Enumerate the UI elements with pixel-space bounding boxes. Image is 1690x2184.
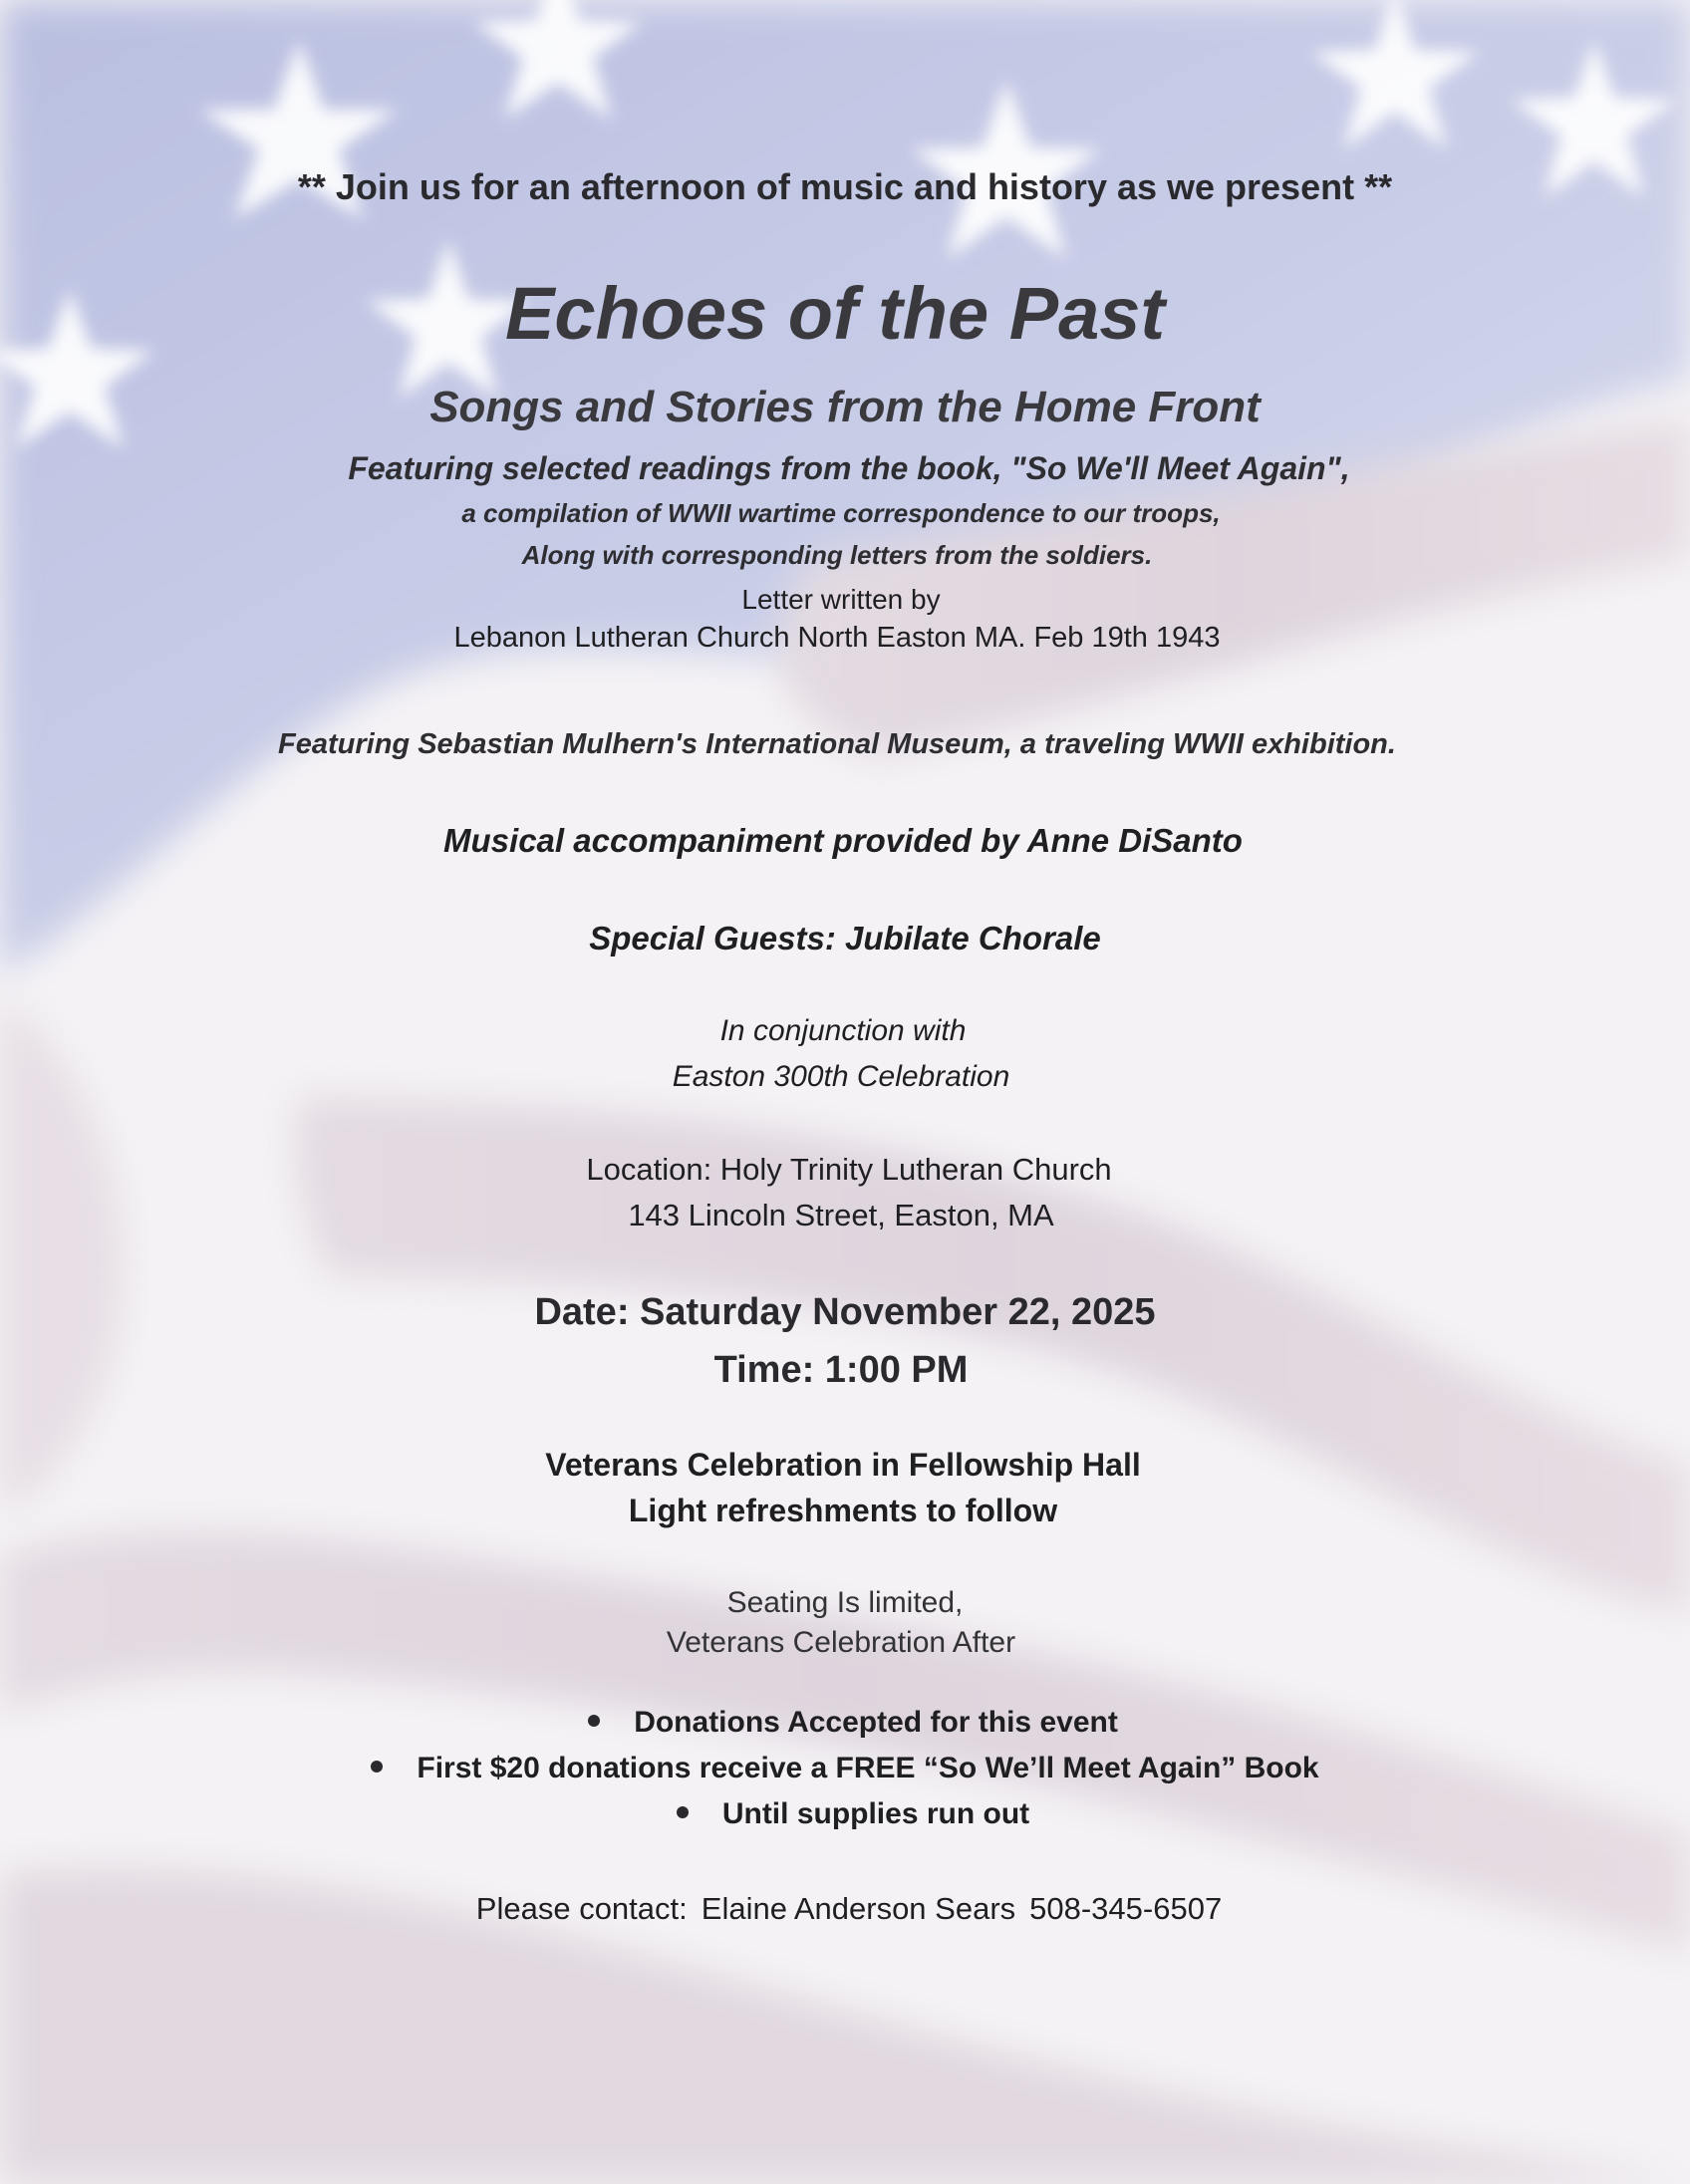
donation-item bbox=[0, 1754, 1690, 1783]
featuring-book-line: Featuring selected readings from the book, "So We'll Meet Again", bbox=[348, 450, 1350, 486]
bullet-icon bbox=[371, 1761, 383, 1773]
museum-line: Featuring Sebastian Mulhern's International Museum, a traveling WWII exhibition. bbox=[278, 728, 1396, 760]
contact-name: Elaine Anderson Sears bbox=[701, 1891, 1016, 1926]
location-address: 143 Lincoln Street, Easton, MA bbox=[628, 1198, 1054, 1232]
contact-line bbox=[4, 1893, 1690, 1924]
seating-line: Seating Is limited, bbox=[726, 1586, 964, 1619]
seating-after-line: Veterans Celebration After bbox=[666, 1626, 1016, 1659]
contact-label: Please contact: bbox=[475, 1891, 688, 1926]
location-venue: Location: Holy Trinity Lutheran Church bbox=[586, 1152, 1112, 1187]
event-date: Date: Saturday November 22, 2025 bbox=[534, 1291, 1156, 1333]
donation-item bbox=[8, 1708, 1690, 1738]
conjunction-line: In conjunction with bbox=[719, 1014, 967, 1047]
donation-item bbox=[8, 1799, 1690, 1829]
donation-text: Until supplies run out bbox=[721, 1797, 1030, 1830]
letter-written-by: Letter written by bbox=[741, 584, 941, 615]
bullet-icon bbox=[677, 1806, 689, 1818]
event-title: Echoes of the Past bbox=[504, 272, 1166, 355]
event-subtitle: Songs and Stories from the Home Front bbox=[429, 383, 1261, 431]
contact-phone: 508-345-6507 bbox=[1029, 1891, 1223, 1926]
special-guests: Special Guests: Jubilate Chorale bbox=[589, 920, 1101, 956]
donation-text: Donations Accepted for this event bbox=[634, 1706, 1118, 1739]
bullet-icon bbox=[588, 1715, 600, 1727]
refreshments-line: Light refreshments to follow bbox=[628, 1493, 1058, 1528]
donation-text: First $20 donations receive a FREE “So We’ll Meet Again” Book bbox=[417, 1752, 1319, 1784]
veterans-celebration: Veterans Celebration in Fellowship Hall bbox=[545, 1447, 1141, 1483]
letter-church-line: Lebanon Lutheran Church North Easton MA. Feb 19th 1943 bbox=[453, 622, 1221, 654]
musical-accompaniment: Musical accompaniment provided by Anne DiSanto bbox=[443, 822, 1243, 859]
intro-line: ** Join us for an afternoon of music and history as we present ** bbox=[297, 166, 1393, 207]
soldiers-letters-line: Along with corresponding letters from the soldiers. bbox=[521, 540, 1153, 570]
event-time: Time: 1:00 PM bbox=[713, 1349, 969, 1391]
compilation-line: a compilation of WWII wartime correspondence to our troops, bbox=[461, 498, 1221, 528]
celebration-line: Easton 300th Celebration bbox=[672, 1060, 1010, 1093]
